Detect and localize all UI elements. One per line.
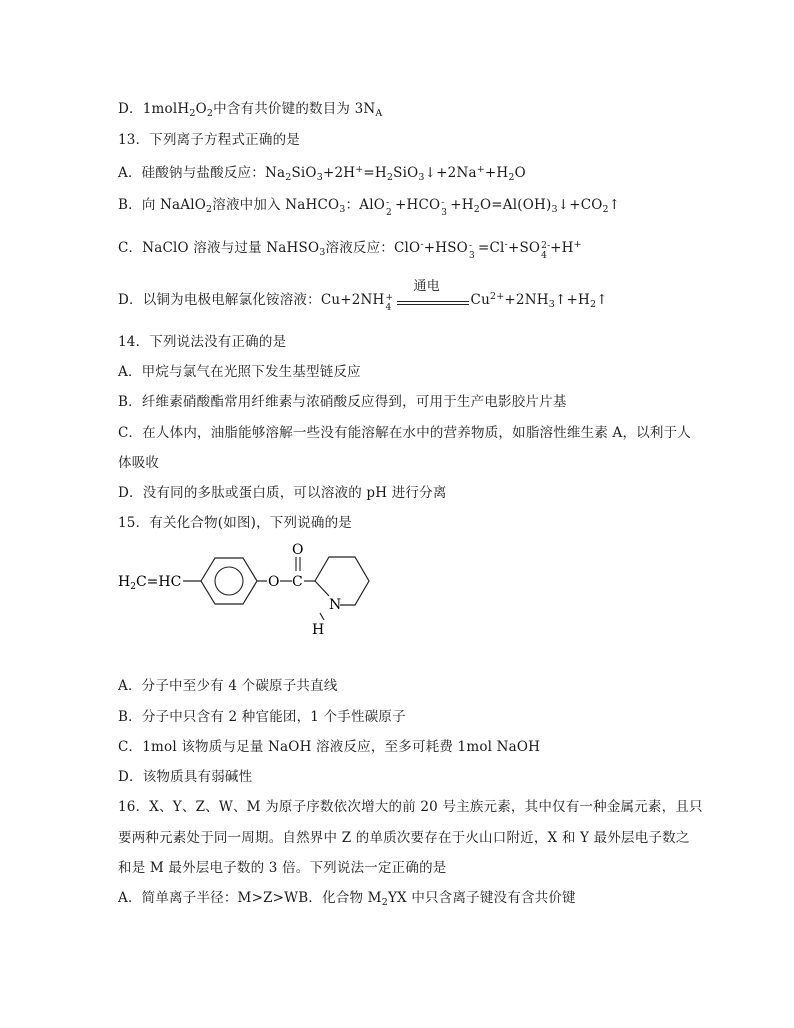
q14-option-c-cont: 体吸收 — [118, 455, 160, 471]
benzene-aromatic-circle — [215, 567, 243, 595]
q14-option-b: B．纤维素硝酸酯常用纤维素与浓硝酸反应得到，可用于生产电影胶片片基 — [118, 394, 567, 410]
q15-option-d: D．该物质具有弱碱性 — [118, 769, 253, 785]
q16-option-a: A．简单离子半径：M>Z>WB．化合物 $M_2YX$ 中只含离子键没有含共价键 — [118, 890, 576, 908]
q12-option-d: D．$1molH_2O_2$中含有共价键的数目为 $3N_A$ — [118, 101, 383, 119]
bond-nitrogen-hydrogen — [320, 613, 324, 620]
q16-stem-line-3: 和是 M 最外层电子数的 3 倍。下列说法一定正确的是 — [118, 860, 447, 876]
benzene-ring — [201, 558, 257, 604]
q13-option-d: D．以铜为电极电解氯化铵溶液：Cu+2NH + 4 通电 $Cu^{2+}+2NH_3↑+H_2↑$ — [118, 278, 608, 313]
q16-stem-line-1: 16．X、Y、Z、W、M 为原子序数依次增大的前 20 号主族元素，其中仅有一种金属元素，且只 — [118, 799, 703, 815]
q14-option-c: C．在人体内，油脂能够溶解一些没有能溶解在水中的营养物质，如脂溶性维生素 A，以利于人 — [118, 425, 691, 441]
carbonyl-carbon-label: C — [292, 574, 303, 590]
q16-stem-line-2: 要两种元素处于同一周期。自然界中 Z 的单质次要存在于火山口附近，X 和 Y 最外层电子数之 — [118, 830, 690, 846]
ester-oxygen-label: O — [268, 574, 280, 590]
q15-option-b: B．分子中只含有 2 种官能团，1 个手性碳原子 — [118, 709, 406, 725]
q15-option-a: A．分子中至少有 4 个碳原子共直线 — [118, 678, 338, 694]
q15-stem: 15．有关化合物(如图)，下列说确的是 — [118, 515, 353, 531]
piperidine-ring — [315, 557, 369, 605]
bond-c2-nitrogen — [315, 581, 329, 596]
q15-option-c: C．1mol 该物质与足量 NaOH 溶液反应，至多可耗费 1mol NaOH — [118, 739, 541, 755]
q14-option-d: D．没有同的多肽或蛋白质，可以溶液的 pH 进行分离 — [118, 485, 447, 501]
q13-stem: 13．下列离子方程式正确的是 — [118, 132, 300, 148]
q14-option-a: A．甲烷与氯气在光照下发生基型链反应 — [118, 364, 361, 380]
q14-stem: 14．下列说法没有正确的是 — [118, 334, 287, 350]
carbonyl-oxygen-label: O — [292, 542, 304, 558]
q15-structure-diagram — [115, 540, 395, 640]
q13-option-a: A．硅酸钠与盐酸反应：$Na_2SiO_3+2H^+=H_2SiO_3↓+2Na^++H_2O$ — [118, 164, 526, 183]
electrolysis-arrow: 通电 — [395, 292, 471, 310]
q13-option-b: B．向 NaAlO$_2$溶液中加入 NaHCO$_3$：AlO - 2 +HCO - 3 $+H_2O=Al(OH)_3↓+CO_2↑$ — [118, 197, 621, 218]
q13-option-c: C．NaClO 溶液与过量 NaHSO$_3$溶液反应：ClO-+HSO - 3 =Cl-+SO 2- 4 +H+ — [118, 239, 582, 261]
vinyl-h2c-label: $H_2C=HC$ — [118, 574, 182, 592]
nh-hydrogen-label: H — [312, 622, 325, 638]
piperidine-nitrogen-label: N — [329, 597, 342, 613]
